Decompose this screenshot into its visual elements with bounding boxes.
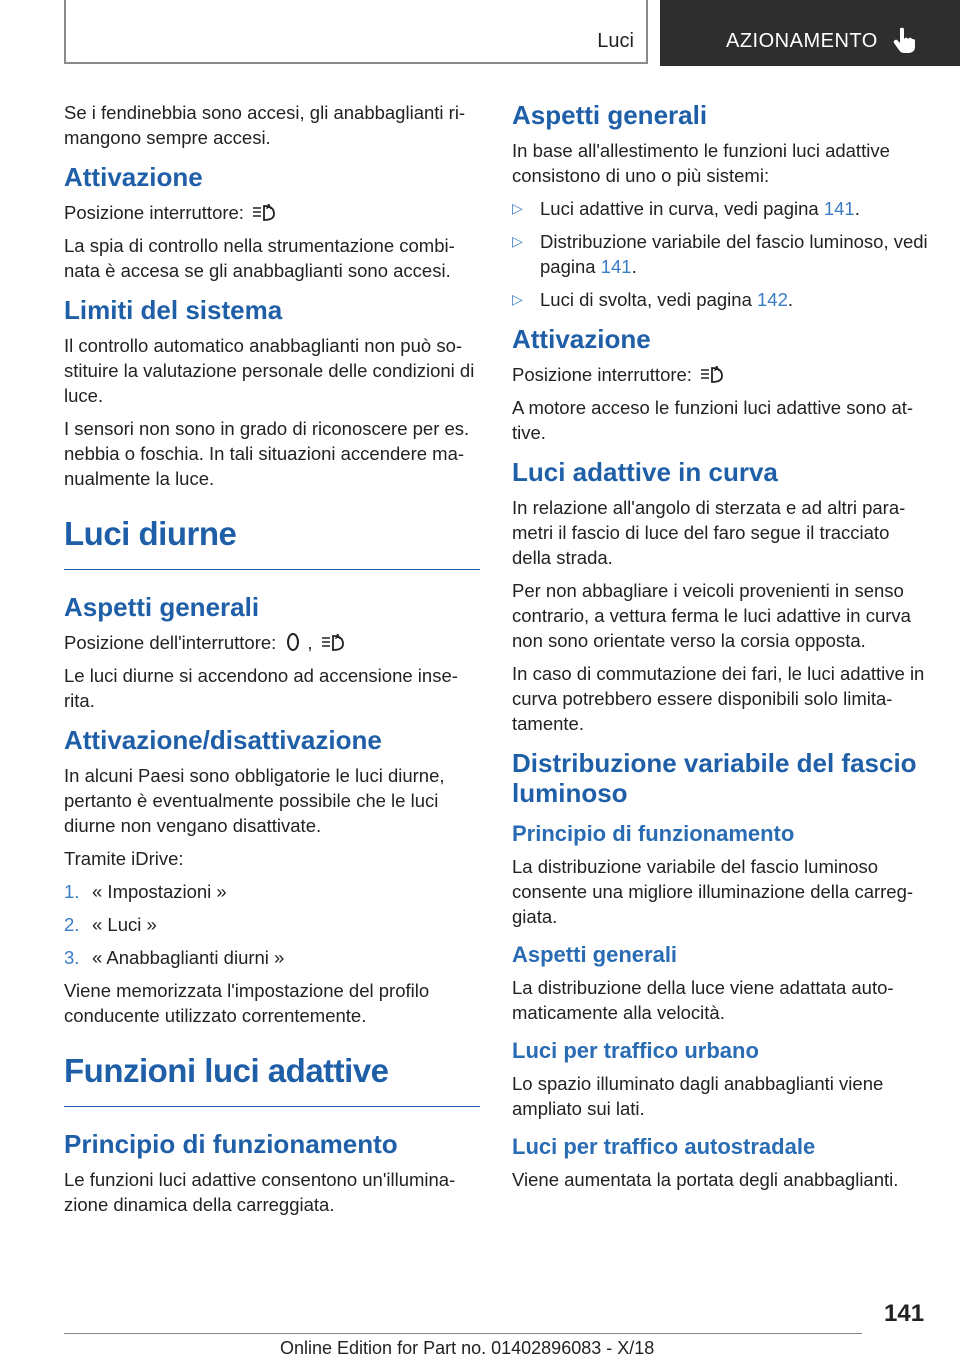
heading-luci-adattive-curva: Luci adattive in curva	[512, 457, 778, 487]
page-number: 141	[884, 1300, 925, 1327]
limiti-paragraph-1: Il controllo automatico anabbaglianti non può so-stituire la valutazione personale delle condizioni di luce.	[64, 335, 475, 406]
urbano-paragraph: Lo spazio illuminato dagli anabbaglianti viene ampliato sui lati.	[512, 1073, 884, 1119]
left-column	[64, 100, 480, 1225]
subheading-traffico-urbano: Luci per traffico urbano	[512, 1038, 759, 1063]
distribuzione-principio-paragraph: La distribuzione variabile del fascio luminoso consente una migliore illuminazione della carreg-giata.	[512, 856, 914, 927]
switch-separator: ,	[307, 632, 313, 653]
list-item: 2. « Luci »	[64, 914, 157, 935]
list-item: ▷ Luci adattive in curva, vedi pagina 141.	[512, 198, 860, 219]
list-item: ▷ Luci di svolta, vedi pagina 142.	[512, 289, 794, 310]
subheading-principio: Principio di funzionamento	[512, 821, 795, 846]
attivazione-paragraph: A motore acceso le funzioni luci adattive sono at-tive.	[512, 397, 914, 443]
svg-text:A: A	[265, 203, 272, 211]
list-item: ▷ Distribuzione variabile del fascio luminoso, vedi pagina 141.	[512, 231, 928, 277]
switch-position-label: Posizione dell'interruttore:	[64, 632, 277, 653]
aspetti-paragraph: Le luci diurne si accendono ad accensione inse-rita.	[64, 665, 458, 711]
limiti-paragraph-2: I sensori non sono in grado di riconoscere per es. nebbia o foschia. In tali situazioni accendere ma-nualmente la luce.	[64, 418, 470, 489]
footer-divider	[64, 1333, 862, 1334]
idrive-steps	[64, 879, 480, 970]
autostradale-paragraph: Viene aumentata la portata degli anabbaglianti.	[512, 1169, 899, 1190]
principio-paragraph: Le funzioni luci adattive consentono un'illumina-zione dinamica della carreggiata.	[64, 1169, 456, 1215]
list-item: 3. « Anabbaglianti diurni »	[64, 947, 285, 968]
right-column	[512, 100, 928, 1200]
idrive-label: Tramite iDrive:	[64, 848, 184, 869]
curva-paragraph-1: In relazione all'angolo di sterzata e ad altri para-metri il fascio di luce del faro segue il tracciato della strada.	[512, 497, 906, 568]
page-link[interactable]: 142	[757, 289, 788, 310]
header-section-title: Luci	[597, 30, 634, 52]
heading-luci-diurne: Luci diurne	[64, 509, 480, 570]
header-section-box	[64, 0, 648, 64]
curva-paragraph-2: Per non abbagliare i veicoli provenienti in senso contrario, a vettura ferma le luci adattive in curva non sono orientate verso la corsia opposta.	[512, 580, 911, 651]
distribuzione-aspetti-paragraph: La distribuzione della luce viene adattata auto-maticamente alla velocità.	[512, 977, 894, 1023]
svg-text:A: A	[334, 633, 340, 641]
heading-aspetti-generali: Aspetti generali	[512, 100, 708, 130]
auto-headlight-icon	[321, 631, 347, 653]
switch-position-line	[64, 200, 480, 225]
systems-list	[512, 196, 928, 312]
auto-headlight-icon	[252, 201, 278, 223]
control-light-paragraph: La spia di controllo nella strumentazione combi-nata è accesa se gli anabbaglianti sono accesi.	[64, 235, 455, 281]
heading-funzioni-luci-adattive: Funzioni luci adattive	[64, 1046, 480, 1107]
aspetti-intro: In base all'allestimento le funzioni luci adattive consistono di uno o più sistemi:	[512, 140, 890, 186]
auto-headlight-icon	[700, 363, 726, 385]
svg-text:A: A	[713, 365, 720, 373]
switch-position-line	[512, 362, 928, 387]
header-chapter-title: AZIONAMENTO	[726, 30, 878, 52]
attdis-paragraph: In alcuni Paesi sono obbligatorie le luci diurne, pertanto è eventualmente possibile che le luci diurne non vengano disattivate.	[64, 765, 445, 836]
zero-switch-icon	[284, 631, 302, 653]
heading-attivazione: Attivazione	[64, 162, 203, 192]
heading-attivazione-disattivazione: Attivazione/disattivazione	[64, 725, 382, 755]
page-link[interactable]: 141	[600, 256, 632, 277]
page-link[interactable]: 141	[823, 198, 855, 219]
heading-aspetti-generali: Aspetti generali	[64, 592, 260, 622]
switch-position-label: Posizione interruttore:	[64, 202, 244, 223]
subheading-aspetti-generali: Aspetti generali	[512, 942, 678, 967]
hand-pointer-icon	[892, 26, 918, 54]
footer-edition: Online Edition for Part no. 01402896083 - X/18	[280, 1338, 655, 1358]
curva-paragraph-3: In caso di commutazione dei fari, le luci adattive in curva potrebbero essere disponibili solo limita-tamente.	[512, 663, 925, 734]
switch-position-label: Posizione interruttore:	[512, 364, 692, 385]
header-chapter-tab	[660, 0, 960, 66]
switch-position-line-diurne	[64, 630, 480, 655]
list-item: 1. « Impostazioni »	[64, 881, 227, 902]
heading-distribuzione: Distribuzione variabile del fascio luminoso	[512, 748, 917, 808]
profile-paragraph: Viene memorizzata l'impostazione del profilo conducente utilizzato correntemente.	[64, 980, 430, 1026]
heading-attivazione: Attivazione	[512, 324, 651, 354]
heading-principio: Principio di funzionamento	[64, 1129, 398, 1159]
intro-paragraph: Se i fendinebbia sono accesi, gli anabbaglianti ri-mangono sempre accesi.	[64, 102, 466, 148]
subheading-traffico-autostradale: Luci per traffico autostradale	[512, 1134, 816, 1159]
heading-limiti: Limiti del sistema	[64, 295, 283, 325]
